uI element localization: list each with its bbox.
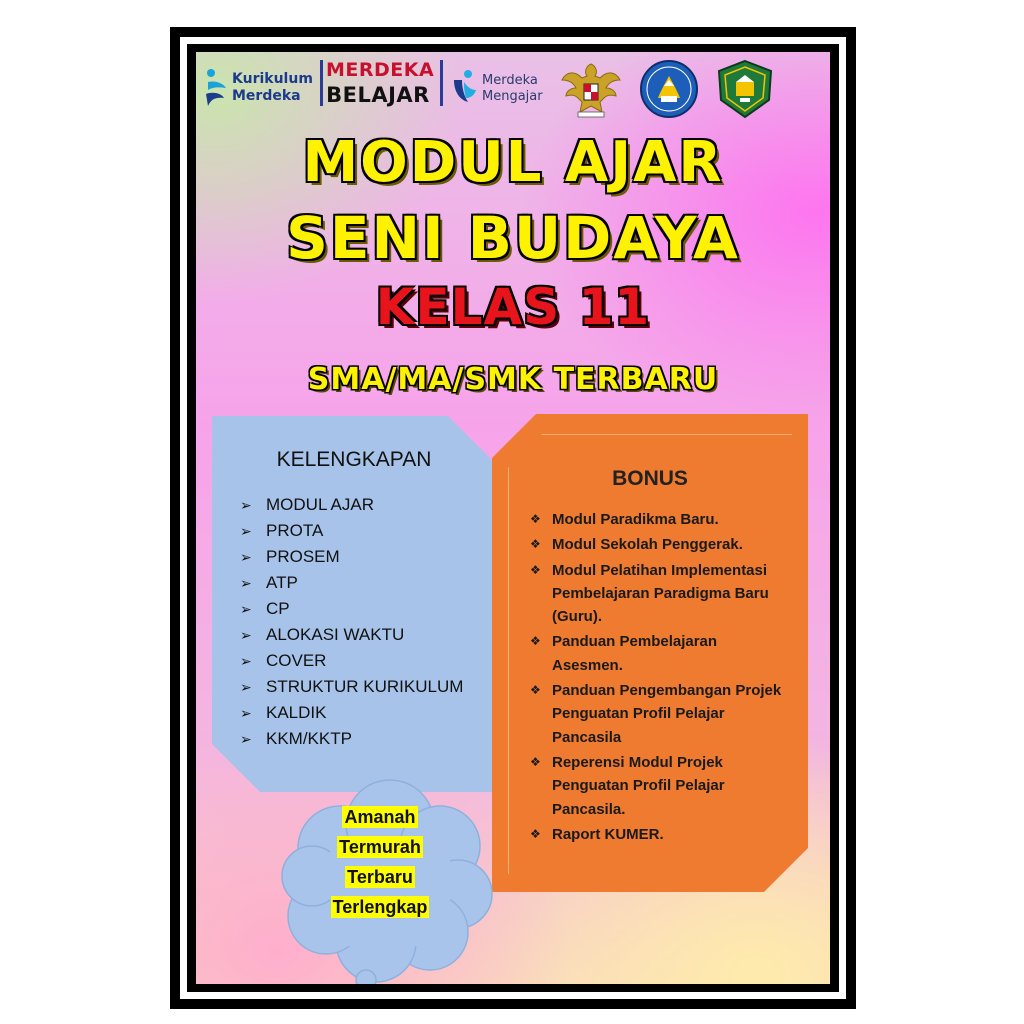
list-item-label: COVER xyxy=(266,651,327,670)
diamond-bullet-icon: ❖ xyxy=(530,512,541,526)
cloud-word: Terbaru xyxy=(347,867,413,887)
kemenag-emblem-icon xyxy=(714,58,776,120)
list-item xyxy=(530,823,790,846)
merdeka-mengajar-logo xyxy=(450,64,560,110)
kelengkapan-list xyxy=(240,492,463,752)
merdeka-belajar-line2: BELAJAR xyxy=(326,83,430,107)
list-item-label: Raport KUMER. xyxy=(552,825,664,843)
list-item-label: PROTA xyxy=(266,521,324,540)
list-item-label: ALOKASI WAKTU xyxy=(266,625,405,644)
kelengkapan-heading: KELENGKAPAN xyxy=(276,448,432,471)
arrow-bullet-icon: ➢ xyxy=(240,680,252,696)
list-item xyxy=(240,518,463,544)
kurikulum-merdeka-logo xyxy=(202,64,320,110)
arrow-bullet-icon: ➢ xyxy=(240,498,252,514)
list-item-label: ATP xyxy=(266,573,298,592)
cloud-text xyxy=(280,806,480,926)
title-subject: SENI BUDAYA xyxy=(286,204,740,272)
diamond-bullet-icon: ❖ xyxy=(530,537,541,552)
arrow-bullet-icon: ➢ xyxy=(240,706,252,722)
list-item xyxy=(240,492,463,518)
list-item-label: KALDIK xyxy=(266,703,327,722)
list-item xyxy=(240,648,463,674)
cloud-word: Terlengkap xyxy=(332,897,428,917)
arrow-bullet-icon: ➢ xyxy=(240,524,252,540)
diamond-bullet-icon: ❖ xyxy=(530,754,541,769)
poster xyxy=(196,52,830,984)
logo-strip xyxy=(196,52,830,132)
list-item xyxy=(530,508,790,531)
list-item-label: CP xyxy=(266,599,290,618)
list-item-label: PROSEM xyxy=(266,547,340,566)
list-item xyxy=(240,622,463,648)
merdeka-mengajar-icon xyxy=(450,68,478,108)
list-item xyxy=(530,751,790,821)
list-item-label: Reperensi Modul Projek Penguatan Profil Pelajar Pancasila. xyxy=(552,753,725,818)
kurikulum-merdeka-line2: Merdeka xyxy=(232,88,301,104)
title-school-level: SMA/MA/SMK TERBARU xyxy=(307,362,719,397)
bonus-list xyxy=(530,508,790,848)
arrow-bullet-icon: ➢ xyxy=(240,628,252,644)
list-item-label: Panduan Pengembangan Projek Penguatan Profil Pelajar Pancasila xyxy=(552,682,782,746)
list-item-label: MODUL AJAR xyxy=(266,495,375,514)
arrow-bullet-icon: ➢ xyxy=(240,602,252,618)
merdeka-mengajar-line2: Mengajar xyxy=(482,89,543,104)
arrow-bullet-icon: ➢ xyxy=(240,732,252,748)
cloud-word: Termurah xyxy=(339,837,421,857)
list-item xyxy=(240,544,463,570)
list-item xyxy=(530,559,790,629)
list-item xyxy=(240,570,463,596)
merdeka-mengajar-line1: Merdeka xyxy=(482,73,538,88)
list-item-label: STRUKTUR KURIKULUM xyxy=(266,677,464,696)
diamond-bullet-icon: ❖ xyxy=(530,634,541,649)
cloud-word: Amanah xyxy=(344,807,416,827)
title-modul-ajar: MODUL AJAR xyxy=(302,130,724,195)
diamond-bullet-icon: ❖ xyxy=(530,562,541,577)
title-grade: KELAS 11 xyxy=(375,278,651,336)
garuda-emblem-icon xyxy=(560,58,622,120)
list-item-label: Modul Pelatihan Implementasi Pembelajaran Paradigma Baru (Guru). xyxy=(552,561,769,626)
kurikulum-merdeka-line1: Kurikulum xyxy=(232,71,313,87)
list-item-label: Modul Sekolah Penggerak. xyxy=(552,536,743,554)
list-item xyxy=(530,630,790,677)
list-item xyxy=(240,674,463,700)
diamond-bullet-icon: ❖ xyxy=(530,826,541,841)
arrow-bullet-icon: ➢ xyxy=(240,550,252,566)
bonus-heading: BONUS xyxy=(612,467,688,490)
arrow-bullet-icon: ➢ xyxy=(240,654,252,670)
merdeka-belajar-logo xyxy=(326,58,435,112)
list-item-label: Modul Paradikma Baru. xyxy=(552,511,719,528)
list-item-label: KKM/KKTP xyxy=(266,729,352,748)
arrow-bullet-icon: ➢ xyxy=(240,576,252,592)
logo-separator xyxy=(440,60,443,106)
list-item xyxy=(530,533,790,556)
list-item xyxy=(530,679,790,749)
list-item-label: Panduan Pembelajaran Asesmen. xyxy=(552,633,718,674)
merdeka-belajar-line1: MERDEKA xyxy=(326,59,435,81)
diamond-bullet-icon: ❖ xyxy=(530,683,541,698)
list-item xyxy=(240,700,463,726)
tut-wuri-handayani-emblem-icon xyxy=(638,58,700,120)
list-item xyxy=(240,726,463,752)
list-item xyxy=(240,596,463,622)
logo-separator xyxy=(320,60,323,106)
kurikulum-merdeka-icon xyxy=(204,68,228,108)
